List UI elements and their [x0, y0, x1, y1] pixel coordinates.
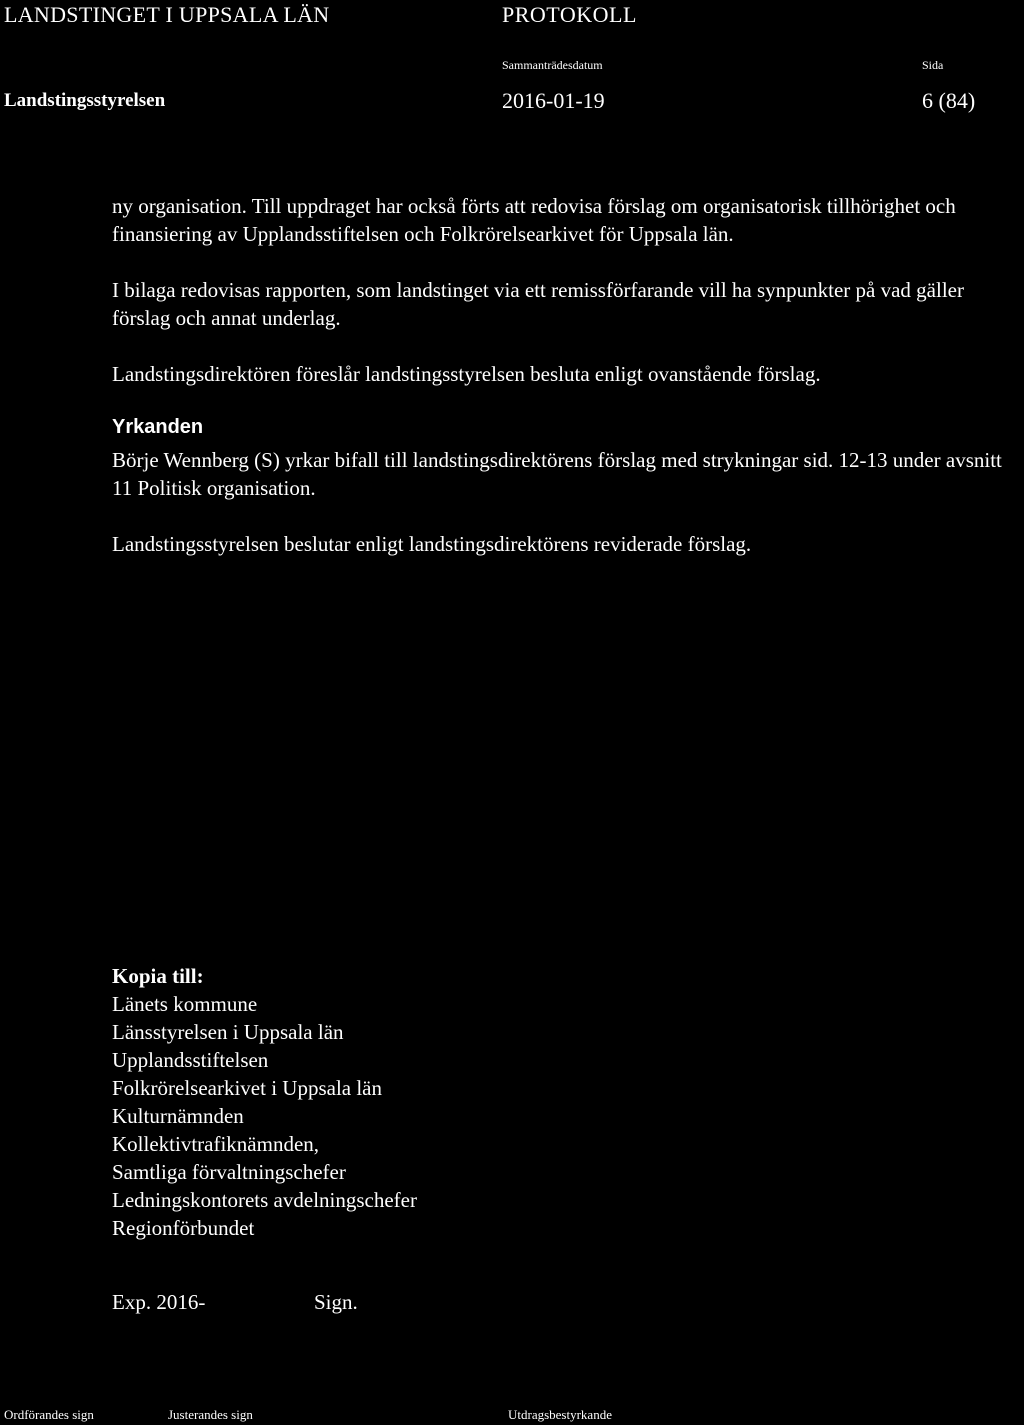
- copy-recipients: [112, 962, 417, 1242]
- footer-extract-cert: Utdragsbestyrkande: [508, 1407, 612, 1422]
- copy-recipient: Kulturnämnden: [112, 1104, 244, 1128]
- copy-recipient: Regionförbundet: [112, 1216, 255, 1240]
- page-number: 6 (84): [922, 88, 976, 113]
- copy-recipient: Länets kommune: [112, 992, 258, 1016]
- meeting-date: 2016-01-19: [502, 88, 605, 113]
- copy-recipient: Ledningskontorets avdelningschefer: [112, 1188, 417, 1212]
- copy-title: Kopia till:: [112, 964, 204, 988]
- copy-recipient: Upplandsstiftelsen: [112, 1048, 269, 1072]
- expedition-date: Exp. 2016-: [112, 1290, 206, 1314]
- copy-recipient: Samtliga förvaltningschefer: [112, 1160, 346, 1184]
- paragraph-text: I bilaga redovisas rapporten, som landstinget via ett remissförfarande vill ha synpunkter på vad gäller förslag och annat underlag.: [112, 278, 964, 330]
- paragraph-text: Landstingsdirektören föreslår landstingsstyrelsen besluta enligt ovanstående förslag.: [112, 362, 821, 386]
- expedition-sign: Sign.: [314, 1290, 358, 1314]
- paragraph-motion: [112, 446, 1012, 502]
- copy-recipient: Kollektivtrafiknämnden,: [112, 1132, 320, 1156]
- footer-chair-sign: Ordförandes sign: [4, 1407, 94, 1422]
- organization-name: LANDSTINGET I UPPSALA LÄN: [4, 2, 330, 27]
- paragraph-decision: [112, 530, 1012, 558]
- meeting-date-label: Sammanträdesdatum: [502, 58, 603, 72]
- paragraph-report: [112, 276, 1012, 332]
- committee-name: Landstingsstyrelsen: [4, 90, 166, 111]
- footer-adjuster-sign: Justerandes sign: [168, 1407, 253, 1422]
- section-heading-yrkanden: Yrkanden: [112, 416, 204, 438]
- copy-recipient: Folkrörelsearkivet i Uppsala län: [112, 1076, 383, 1100]
- paragraph-proposal: [112, 360, 1012, 388]
- paragraph-organisation: [112, 192, 1012, 248]
- page-label: Sida: [922, 58, 944, 72]
- paragraph-text: ny organisation. Till uppdraget har också förts att redovisa förslag om organisatorisk tillhörighet och finansiering av Upplandsstiftelsen och Folkrörelsearkivet för Uppsala län.: [112, 194, 956, 246]
- paragraph-text: Börje Wennberg (S) yrkar bifall till landstingsdirektörens förslag med strykningar sid. 12-13 under avsnitt 11 Politisk organisation.: [112, 448, 1002, 500]
- copy-recipient: Länsstyrelsen i Uppsala län: [112, 1020, 344, 1044]
- document-type: PROTOKOLL: [502, 2, 637, 27]
- paragraph-text: Landstingsstyrelsen beslutar enligt landstingsdirektörens reviderade förslag.: [112, 532, 752, 556]
